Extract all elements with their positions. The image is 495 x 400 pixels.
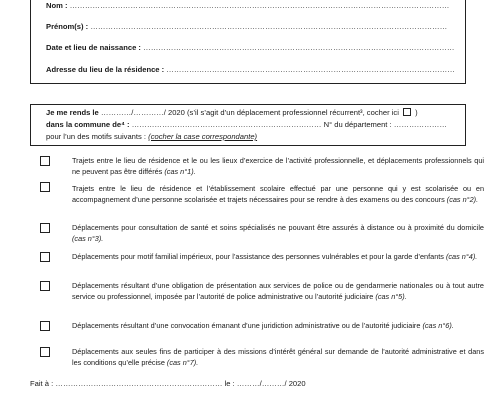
motif-cas-2: (cas n°2). [446,195,479,205]
recurrent-close-paren: ) [415,108,418,117]
nom-field[interactable]: …………………………………………………………………………………………………………………………………… [69,1,450,10]
motif-checkbox-6[interactable] [40,321,50,331]
motif-text-2 [72,183,484,205]
motif-description-6: Déplacements résultant d’une convocation émanant d’une juridiction administrative ou de l’autorité judiciaire [72,321,421,330]
motif-checkbox-4[interactable] [40,252,50,262]
fait-field[interactable]: ………………………………………………………… [55,379,223,388]
date-field[interactable]: …………/…………/ 2020 [100,108,185,117]
motif-cas-5: (cas n°5). [375,292,407,302]
departement-field[interactable]: ………………… [393,120,447,129]
nom-label: Nom : [46,1,68,10]
motif-description-7: Déplacements aux seules fins de participer à des missions d’intérêt général sur demande de l’autorité administrative et dans les conditions qu’elle précise [72,347,484,368]
prenom-field[interactable]: …………………………………………………………………………………………………………………………… [90,22,448,31]
motif-text-6 [72,320,484,331]
motif-description-2: Trajets entre le lieu de résidence et l’établissement scolaire effectué par une personne qui y est scolarisée ou en accompagnement d’une personne scolarisée et trajets nécessaires pour se rendre à des examens ou des concours [72,184,484,205]
motif-instruction: (cocher la case correspondante) [148,132,258,141]
motif-cas-3: (cas n°3). [72,234,104,244]
residence-label: Adresse du lieu de la résidence : [46,65,165,74]
motif-cas-6: (cas n°6). [422,321,454,330]
motif-line [46,132,257,141]
naissance-label: Date et lieu de naissance : [46,43,141,52]
motif-text-3 [72,222,484,244]
motif-text-5 [72,280,484,302]
motif-description-1: Trajets entre le lieu de résidence et le ou les lieux d’exercice de l’activité professionnelle, et déplacements professionnels qui ne peuvent pas être différés [72,156,484,177]
le-field[interactable]: ………/………/ 2020 [236,379,306,388]
date-line [46,108,418,117]
motif-cas-7: (cas n°7). [166,358,199,368]
fait-label: Fait à : [30,379,54,388]
motif-text-4 [72,251,484,262]
residence-field[interactable]: …………………………………………………………………………………………………… [166,65,455,74]
motif-checkbox-2[interactable] [40,182,50,192]
date-label: Je me rends le [46,108,99,117]
motif-checkbox-7[interactable] [40,347,50,357]
motif-cas-1: (cas n°1). [164,167,196,177]
motif-description-5: Déplacements résultant d’une obligation de présentation aux services de police ou de gendarmerie nationales ou à tout autre service ou professionnel, imposée par l’autorité de police administrative ou l’autorité judiciaire [72,281,484,302]
motif-checkbox-5[interactable] [40,281,50,291]
recurrent-note: (s’il s’agit d’un déplacement professionnel récurrent³, cocher ici [187,108,399,117]
prenom-label: Prénom(s) : [46,22,89,31]
motif-description-3: Déplacements pour consultation de santé et soins spécialisés ne pouvant être assurés à distance ou à proximité du domicile [72,223,484,232]
residence-row [46,65,455,74]
naissance-field[interactable]: …………………………………………………………………………………………………………… [143,43,455,52]
prenom-row [46,22,447,31]
date-commune-box [30,104,466,146]
motif-checkbox-1[interactable] [40,156,50,166]
fait-line [30,379,306,388]
motif-description-4: Déplacements pour motif familial impérieux, pour l’assistance des personnes vulnérables et pour la garde d’enfants [72,252,444,261]
commune-line [46,120,447,129]
naissance-row [46,43,454,52]
motif-cas-4: (cas n°4). [445,252,478,261]
commune-field[interactable]: ………………………………………………………………… N° du département : [131,120,392,129]
motif-checkbox-3[interactable] [40,223,50,233]
motif-label: pour l’un des motifs suivants : [46,132,147,141]
recurrent-checkbox[interactable] [403,108,411,116]
motif-text-1 [72,155,484,177]
nom-row [46,1,449,10]
le-label: le : [224,379,235,388]
motif-text-7 [72,346,484,368]
commune-label: dans la commune de⁴ : [46,120,130,129]
identity-box [30,0,466,84]
